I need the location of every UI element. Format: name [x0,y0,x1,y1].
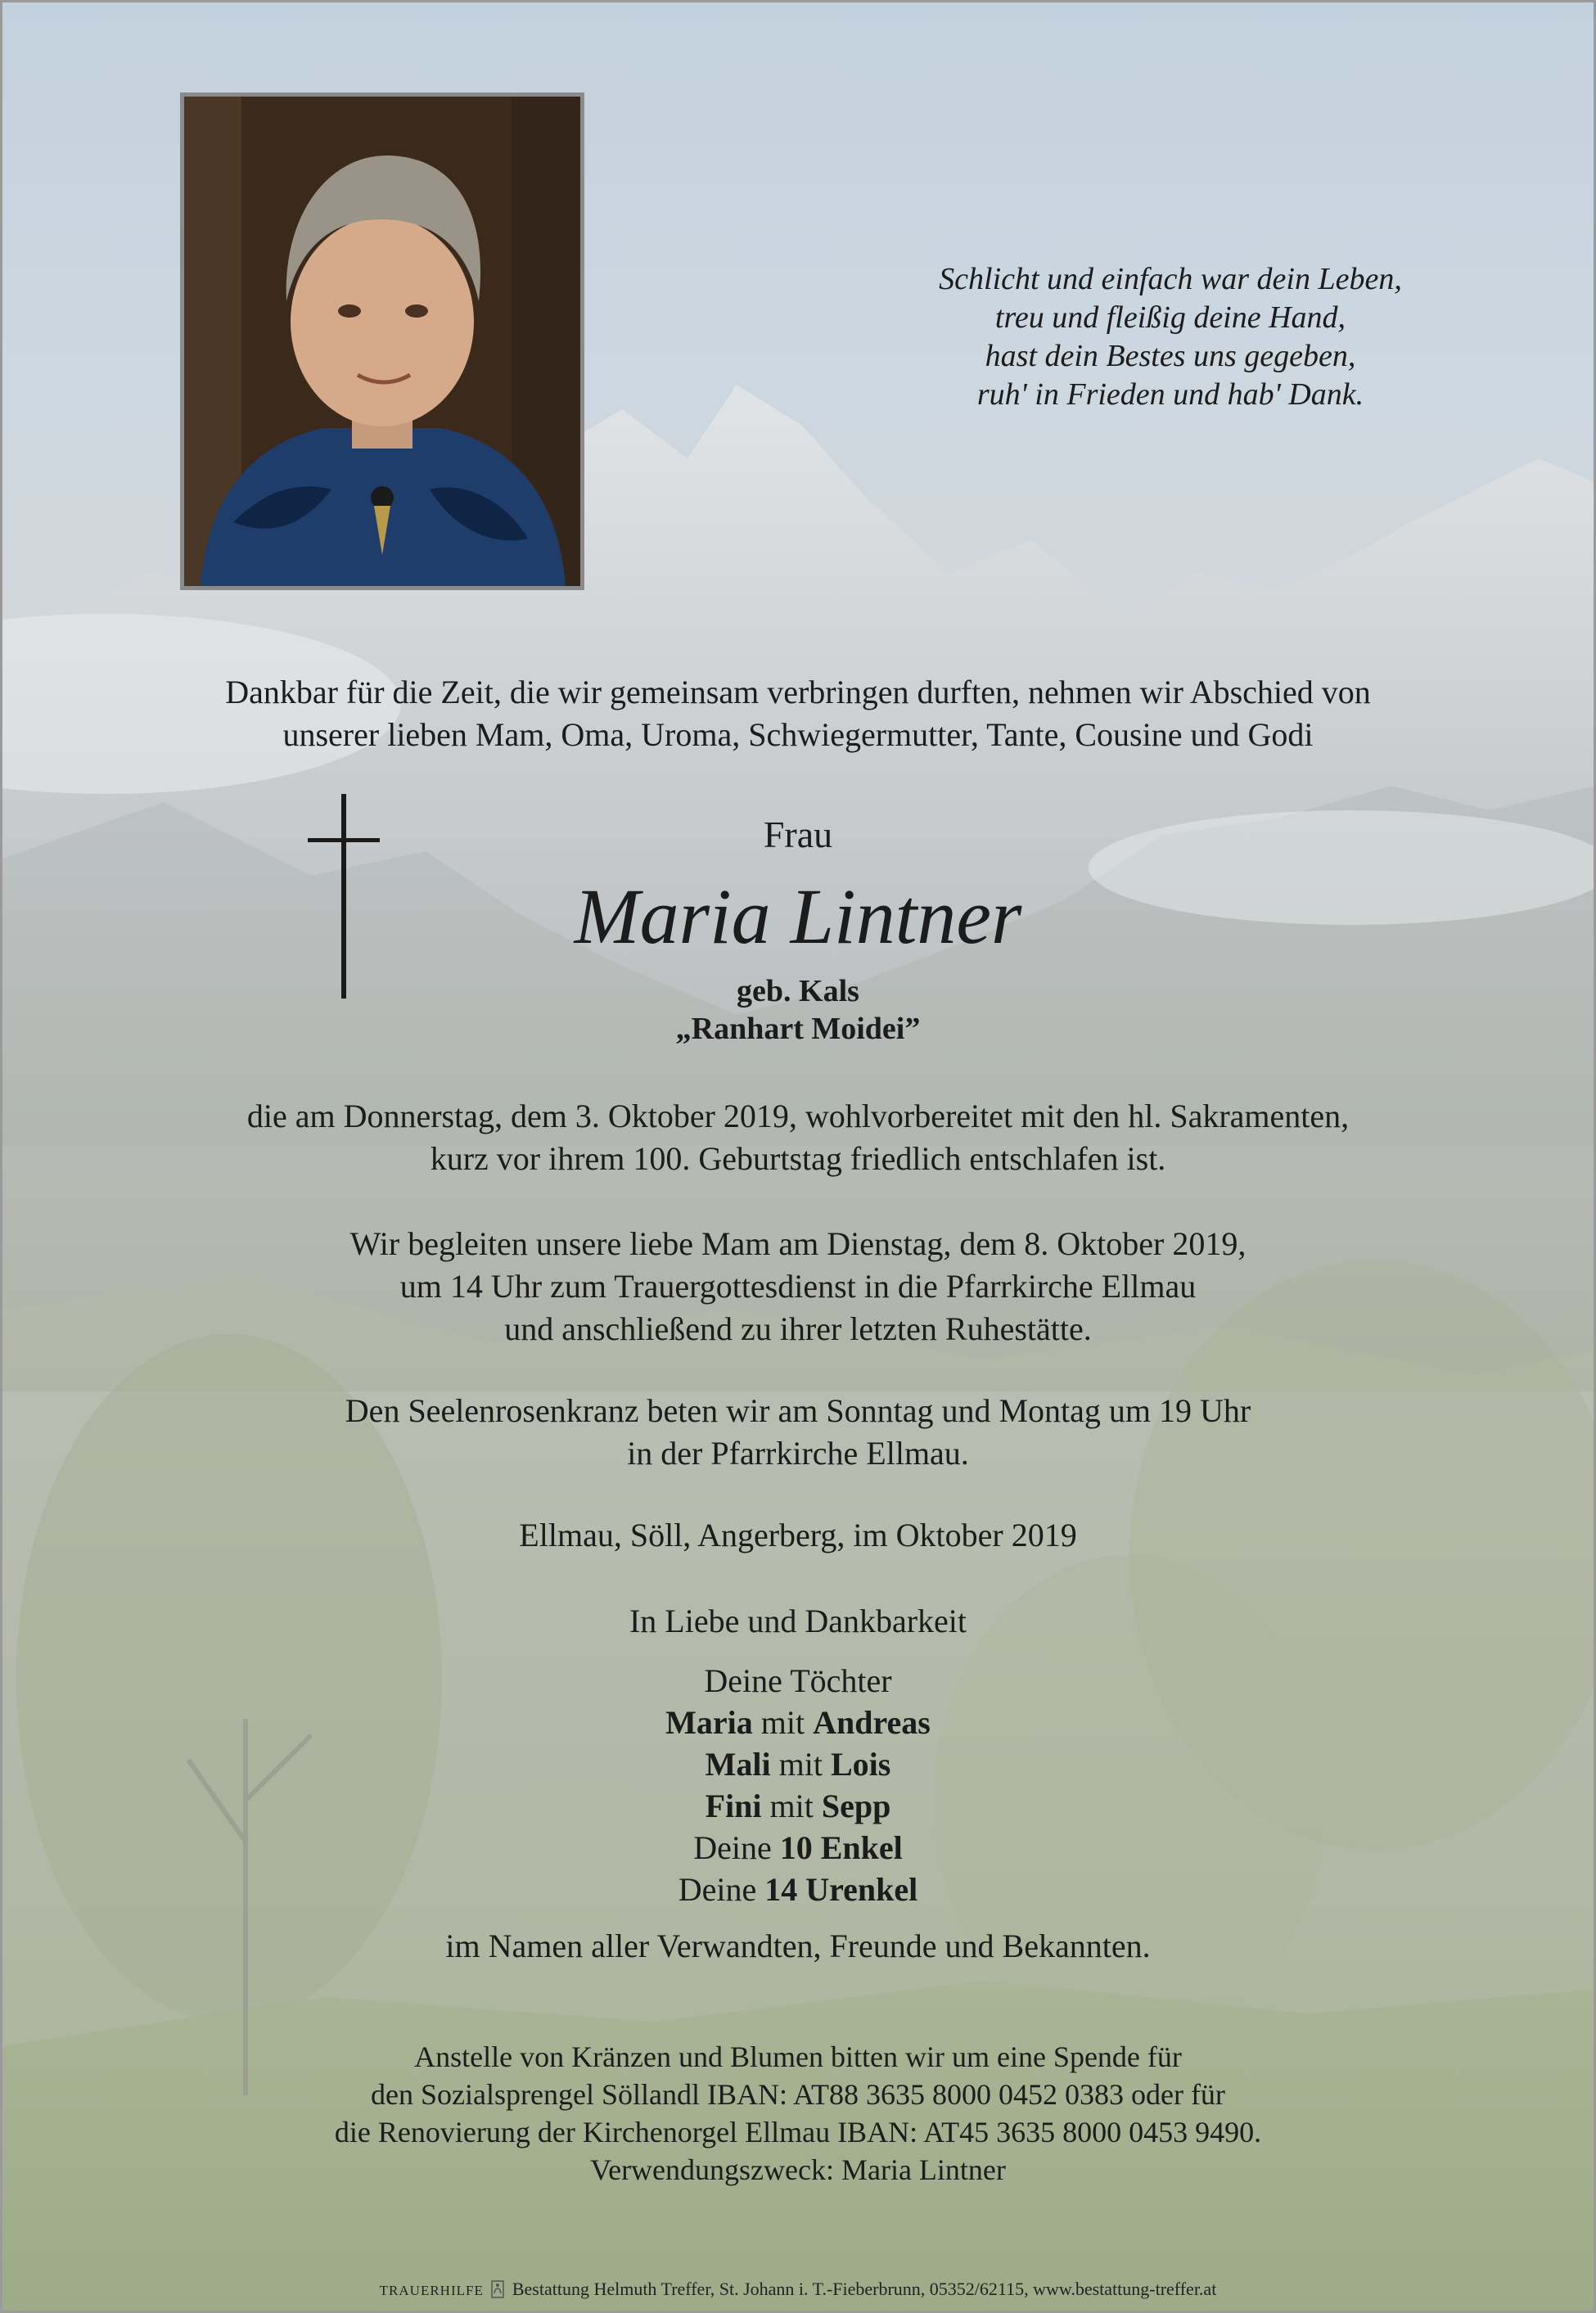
funeral-line: Wir begleiten unsere liebe Mam am Dienstag, dem 8. Oktober 2019, [349,1225,1247,1262]
family-list [0,1660,1596,1910]
maiden-name-block [0,972,1596,1048]
daughters-label: Deine Töchter [704,1662,892,1699]
joiner: mit [778,1746,823,1783]
prefix: Deine [693,1829,772,1866]
passing-text [0,1095,1596,1180]
family-couple [0,1785,1596,1827]
memorial-verse [818,260,1522,414]
grandchildren-count: 10 [779,1829,813,1866]
funeral-line: um 14 Uhr zum Trauergottesdienst in die Pfarrkirche Ellmau [399,1268,1197,1305]
rosary-text [0,1390,1596,1475]
footer-brand: TRAUERHILFE [379,2283,484,2298]
footer [0,2279,1596,2302]
footer-text: Bestattung Helmuth Treffer, St. Johann i. T.-Fieberbrunn, 05352/62115, www.bestattung-treffer.at [512,2279,1217,2299]
donation-text [0,2038,1596,2189]
verse-line: Schlicht und einfach war dein Leben, [939,262,1402,296]
great-grandchildren-label: Urenkel [805,1871,918,1908]
grandchildren-line [0,1827,1596,1869]
closing-text: im Namen aller Verwandten, Freunde und Bekannten. [445,1928,1151,1964]
daughter-name: Fini [705,1788,762,1824]
signoff: In Liebe und Dankbarkeit [629,1603,967,1639]
daughter-name: Mali [705,1746,771,1783]
partner-name: Sepp [821,1788,891,1824]
passing-line: die am Donnerstag, dem 3. Oktober 2019, wohlvorbereitet mit den hl. Sakramenten, [246,1098,1350,1134]
portrait-photo [180,92,584,590]
intro-line: unserer lieben Mam, Oma, Uroma, Schwiegermutter, Tante, Cousine und Godi [282,716,1314,753]
daughter-name: Maria [665,1704,753,1741]
passing-line: kurz vor ihrem 100. Geburtstag friedlich entschlafen ist. [430,1140,1166,1177]
partner-name: Andreas [813,1704,931,1741]
rosary-line: Den Seelenrosenkranz beten wir am Sonntag und Montag um 19 Uhr [345,1392,1251,1429]
verse-line: ruh' in Frieden und hab' Dank. [976,377,1364,412]
intro-line: Dankbar für die Zeit, die wir gemeinsam verbringen durften, nehmen wir Abschied von [225,674,1371,710]
donation-line: Verwendungszweck: Maria Lintner [590,2153,1006,2186]
family-couple [0,1702,1596,1743]
maiden-name: geb. Kals [737,974,859,1008]
nickname: „Ranhart Moidei” [675,1012,921,1046]
intro-text [0,671,1596,756]
donation-line: Anstelle von Kränzen und Blumen bitten wir um eine Spende für [414,2040,1182,2073]
partner-name: Lois [830,1746,891,1783]
donation-line: die Renovierung der Kirchenorgel Ellmau IBAN: AT45 3635 8000 0453 9490. [334,2116,1262,2148]
joiner: mit [760,1704,805,1741]
verse-line: hast dein Bestes uns gegeben, [985,339,1356,373]
prefix: Deine [678,1871,757,1908]
salutation: Frau [763,814,833,855]
bestattung-logo-icon [491,2280,504,2298]
grandchildren-label: Enkel [820,1829,903,1866]
joiner: mit [769,1788,814,1824]
donation-line: den Sozialsprengel Söllandl IBAN: AT88 3635 8000 0452 0383 oder für [371,2078,1225,2111]
deceased-name: Maria Lintner [574,872,1022,960]
funeral-line: und anschließend zu ihrer letzten Ruhestätte. [504,1310,1092,1347]
family-couple [0,1743,1596,1785]
funeral-text [0,1223,1596,1350]
rosary-line: in der Pfarrkirche Ellmau. [627,1435,969,1472]
great-grandchildren-line [0,1869,1596,1910]
verse-line: treu und fleißig deine Hand, [994,300,1346,335]
great-grandchildren-count: 14 [764,1871,798,1908]
place-date: Ellmau, Söll, Angerberg, im Oktober 2019 [519,1517,1077,1553]
